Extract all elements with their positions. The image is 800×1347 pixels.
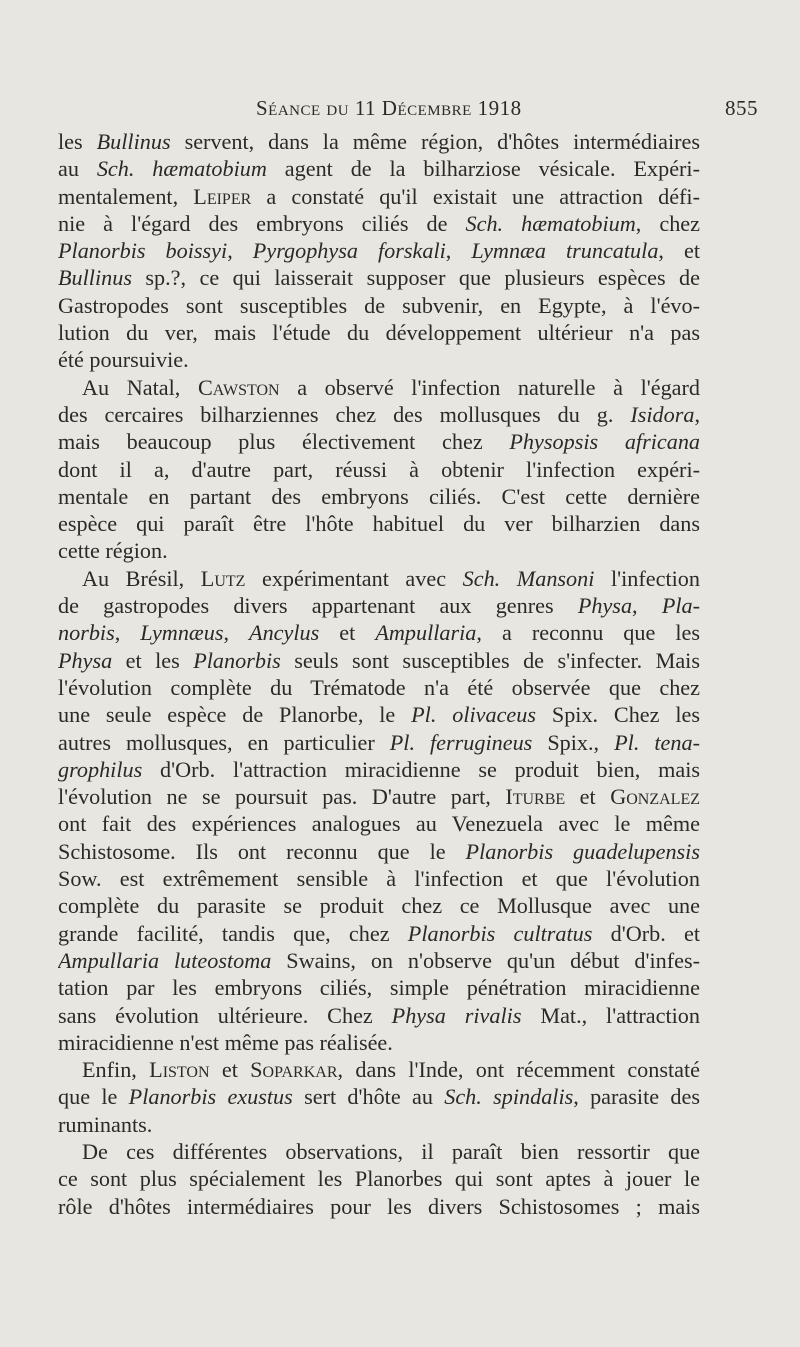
text-run: , (114, 620, 141, 646)
text-line (58, 1002, 700, 1029)
italic-run: Ampullaria (375, 620, 477, 646)
text-run: mentale en partant des embryons ciliés. C'est cette dernière (58, 483, 700, 509)
italic-run: Ancylus (249, 620, 320, 646)
text-run: Enfin, (82, 1057, 150, 1083)
text-run: l'évolution complète du Trématode n'a été observée que chez (58, 674, 700, 700)
page-number: 855 (725, 96, 758, 120)
text-run: , a reconnu que les (476, 620, 700, 646)
text-run: servent, dans la même région, d'hôtes intermédiaires (170, 129, 700, 154)
text-line (58, 892, 700, 919)
text-run: Au Natal, (82, 374, 198, 400)
text-run: expérimentant avec (245, 565, 463, 591)
text-line (58, 1165, 700, 1192)
text-run: lution du ver, mais l'étude du développement ultérieur n'a pas (58, 320, 700, 346)
text-line (58, 1138, 700, 1165)
text-run: a observé l'infection naturelle à l'égard (279, 374, 700, 400)
text-run: espèce qui paraît être l'hôte habituel du ver bilharzien dans (58, 511, 700, 537)
text-run: , chez (635, 210, 700, 236)
text-run: ruminants. (58, 1111, 153, 1137)
text-run: seuls sont susceptibles de s'infecter. Mais (280, 647, 700, 673)
running-title: Séance du 11 Décembre 1918 (256, 96, 522, 120)
text-line (58, 264, 700, 291)
text-run: ce sont plus spécialement les Planorbes qui sont aptes à jouer le (58, 1166, 700, 1192)
text-line (58, 1029, 700, 1056)
italic-run: Sch. Mansoni (462, 565, 595, 591)
text-line (58, 537, 700, 564)
text-run: grande facilité, tandis que, chez (58, 920, 408, 946)
text-run: Swains, on n'observe qu'un début d'infes- (271, 947, 700, 973)
italic-run: Sch. hæmatobium (465, 210, 636, 236)
author-name: Iturbe (505, 784, 566, 810)
text-run: l'infection (594, 565, 700, 591)
text-run: miracidienne n'est même pas réalisée. (58, 1029, 393, 1055)
text-run: ont fait des expériences analogues au Venezuela avec le même (58, 811, 700, 837)
text-line (58, 701, 700, 728)
text-run: tation par les embryons ciliés, simple pénétration miracidienne (58, 975, 700, 1001)
text-line (58, 783, 700, 810)
author-name: Leiper (193, 183, 252, 209)
text-line (58, 1193, 700, 1220)
text-run: , parasite des (573, 1084, 700, 1110)
text-run: complète du parasite se produit chez ce Mollusque avec une (58, 893, 700, 919)
text-run: sans évolution ultérieure. Chez (58, 1002, 392, 1028)
text-run: , (445, 238, 472, 264)
italic-run: Planorbis exustus (128, 1084, 293, 1110)
text-run: sert d'hôte au (292, 1084, 445, 1110)
text-line (58, 592, 700, 619)
text-run: au (58, 156, 97, 182)
text-line (58, 292, 700, 319)
text-line (58, 674, 700, 701)
text-run: et (319, 620, 376, 646)
text-line (58, 974, 700, 1001)
italic-run: Sch. hæmatobium (96, 156, 267, 182)
italic-run: Planorbis guadelupensis (465, 838, 700, 864)
italic-run: Pl. olivaceus (411, 702, 537, 728)
text-line (58, 183, 700, 210)
text-line (58, 510, 700, 537)
text-run: et les (112, 647, 194, 673)
text-line (58, 947, 700, 974)
italic-run: Planorbis boissyi (58, 238, 228, 264)
text-run: d'Orb. l'attraction miracidienne se produit bien, mais (142, 756, 700, 782)
italic-run: Planorbis cultratus (407, 920, 593, 946)
text-run: que le (58, 1084, 129, 1110)
italic-run: grophilus (58, 756, 143, 782)
italic-run: Isidora (630, 401, 695, 427)
text-line (58, 128, 700, 155)
text-line (58, 346, 700, 373)
italic-run: Physa rivalis (391, 1002, 522, 1028)
italic-run: Ampullaria luteostoma (58, 947, 272, 973)
italic-run: Sch. spindalis (444, 1084, 574, 1110)
text-run: , et (658, 238, 700, 264)
text-line (58, 920, 700, 947)
text-run: d'Orb. et (592, 920, 700, 946)
text-run: De ces différentes observations, il paraît bien ressortir que (82, 1138, 700, 1164)
text-run: des cercaires bilharziennes chez des mollusques du g. (58, 401, 631, 427)
author-name: Soparkar (250, 1057, 338, 1083)
text-run: nie à l'égard des embryons ciliés de (58, 210, 466, 236)
text-line (58, 1083, 700, 1110)
text-run: et (565, 784, 611, 810)
text-line (58, 483, 700, 510)
text-run: rôle d'hôtes intermédiaires pour les divers Schistosomes ; mais (58, 1193, 700, 1219)
text-run: l'évolution ne se poursuit pas. D'autre part, (58, 784, 506, 810)
text-run: , (223, 620, 250, 646)
body-text (58, 128, 700, 1220)
italic-run: Pla- (661, 593, 700, 619)
text-run: mentalement, (58, 183, 194, 209)
text-line (58, 428, 700, 455)
text-run: de gastropodes divers appartenant aux genres (58, 593, 578, 619)
text-line (58, 865, 700, 892)
text-run: les (58, 129, 97, 154)
italic-run: Bullinus (96, 129, 171, 154)
text-line (58, 756, 700, 783)
author-name: Cawston (197, 374, 280, 400)
text-run: Mat., l'attraction (521, 1002, 700, 1028)
text-line (58, 401, 700, 428)
text-run: agent de la bilharziose vésicale. Expéri- (266, 156, 700, 182)
text-run: Spix., (532, 729, 615, 755)
text-run: Au Brésil, (82, 565, 201, 591)
italic-run: Planorbis (193, 647, 281, 673)
text-run: , dans l'Inde, ont récemment constaté (337, 1057, 700, 1083)
text-line (58, 619, 700, 646)
italic-run: Lymnæus (140, 620, 224, 646)
text-line (58, 810, 700, 837)
text-run: , (632, 593, 662, 619)
text-line (58, 838, 700, 865)
text-run: Gastropodes sont susceptibles de subvenir, en Egypte, à l'évo- (58, 292, 700, 318)
text-run: une seule espèce de Planorbe, le (58, 702, 412, 728)
text-line (58, 210, 700, 237)
text-line (58, 374, 700, 401)
text-line (58, 319, 700, 346)
text-run: a constaté qu'il existait une attraction défi- (251, 183, 700, 209)
text-line (58, 456, 700, 483)
italic-run: Bullinus (58, 265, 132, 291)
text-run: et (209, 1057, 251, 1083)
text-run: , (694, 401, 700, 427)
text-line (58, 729, 700, 756)
text-line (58, 565, 700, 592)
text-run: cette région. (58, 538, 168, 564)
text-run: Spix. Chez les (536, 702, 700, 728)
italic-run: Physopsis africana (509, 429, 700, 455)
italic-run: Pl. tena- (614, 729, 700, 755)
italic-run: Physa (577, 593, 633, 619)
text-run: autres mollusques, en particulier (58, 729, 390, 755)
text-line (58, 1056, 700, 1083)
text-line (58, 155, 700, 182)
text-run: Sow. est extrêmement sensible à l'infection et que l'évolution (58, 866, 700, 892)
italic-run: Pl. ferrugineus (389, 729, 533, 755)
italic-run: Pyrgophysa forskali (252, 238, 446, 264)
text-line (58, 237, 700, 264)
text-run: sp.?, ce qui laisserait supposer que plusieurs espèces de (131, 265, 700, 291)
italic-run: Physa (58, 647, 113, 673)
text-run: Schistosome. Ils ont reconnu que le (58, 838, 466, 864)
text-line (58, 647, 700, 674)
text-run: , (227, 238, 253, 264)
text-run: mais beaucoup plus électivement chez (58, 429, 510, 455)
italic-run: norbis (58, 620, 115, 646)
author-name: Gonzalez (610, 784, 700, 810)
text-run: été poursuivie. (58, 347, 189, 373)
author-name: Liston (149, 1057, 210, 1083)
text-run: dont il a, d'autre part, réussi à obtenir l'infection expéri- (58, 456, 700, 482)
text-line (58, 1111, 700, 1138)
author-name: Lutz (200, 565, 246, 591)
italic-run: Lymnæa truncatula (471, 238, 659, 264)
